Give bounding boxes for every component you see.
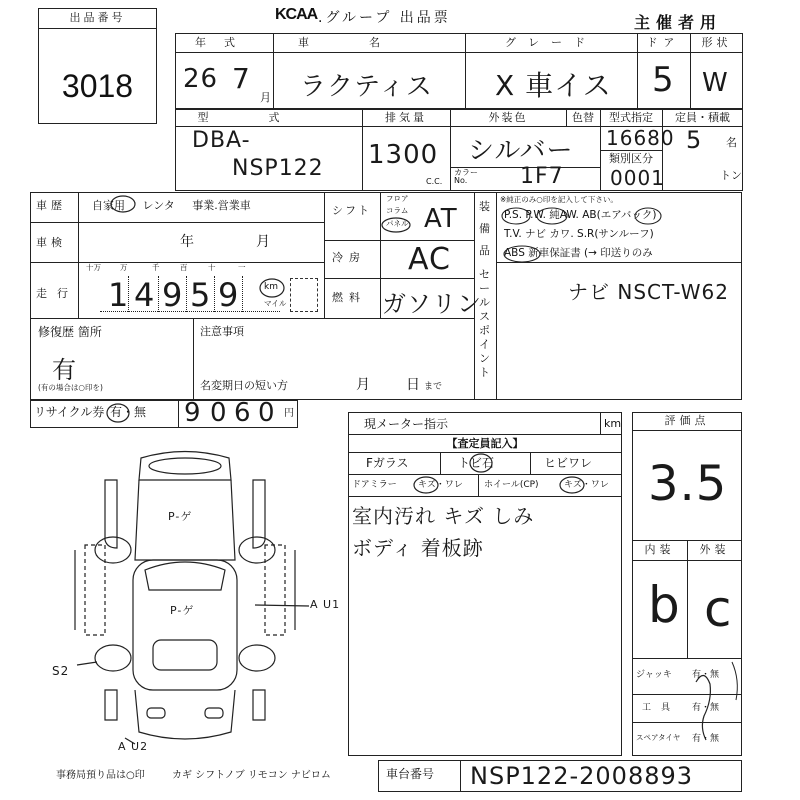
deadline-label: 名変期日の短い方 [200, 379, 288, 392]
inspection-month: 月 [256, 234, 270, 250]
tool-marks [632, 660, 742, 750]
aircon-value: AC [408, 242, 451, 277]
unit-10k: 万 [120, 263, 128, 272]
mileage-digit-4: 5 [190, 276, 212, 314]
fuel-value: ガソリン [382, 290, 482, 318]
history-options: 自家用 レンタ 事業.営業車 [92, 199, 251, 212]
mile-unit: マイル [264, 299, 287, 308]
shift-label: シフト [332, 204, 371, 217]
class-number-label: 類別区分 [609, 152, 653, 165]
unit-100: 百 [180, 263, 188, 272]
tool-jack-label: ジャッキ [636, 670, 672, 680]
history-label: 車歴 [36, 199, 66, 212]
shape-value: W [702, 68, 729, 98]
title-logo: KCAA [275, 6, 318, 23]
model-value-1: DBA- [192, 128, 251, 153]
tobi-label: トビ石 [458, 456, 495, 470]
inspector-comment-2: ボディ 着板跡 [352, 536, 484, 560]
tool-kit-label: 工具 [642, 703, 681, 713]
grade-value: X 車イス [495, 69, 612, 102]
aircon-label: 冷房 [332, 251, 366, 264]
unit-1k: 千 [152, 263, 160, 272]
mileage-digit-2: 4 [134, 276, 156, 314]
type-number-label: 型式指定 [609, 111, 653, 124]
mileage-digit-5: 9 [218, 276, 240, 314]
door-value: 5 [652, 60, 675, 100]
mileage-digit-1: 1 [108, 276, 130, 314]
tool-kit-options: 有・無 [692, 703, 720, 713]
mileage-digit-3: 9 [162, 276, 184, 314]
km-unit: km [264, 282, 278, 292]
recycle-yen: 円 [284, 408, 294, 419]
displacement-label: 排気量 [385, 111, 427, 124]
car-name-value: ラクティス [300, 72, 433, 102]
diagram-mark-1: P-ゲ [168, 510, 193, 523]
color-change-label: 色替 [572, 111, 594, 124]
color-value: シルバー [468, 136, 574, 166]
month-value: 7 [232, 62, 251, 95]
diagram-mark-2: P-ゲ [170, 604, 195, 617]
car-label: 車名 [298, 36, 440, 49]
exterior-value: c [704, 580, 733, 638]
month-suffix: 月 [260, 91, 271, 104]
notes-label: 注意事項 [200, 325, 244, 338]
mirror-options: キズ・ワレ [418, 480, 463, 490]
recycle-digit-4: 0 [258, 398, 276, 428]
score-value: 3.5 [648, 456, 728, 512]
recycle-options: 有・無 [110, 405, 147, 419]
salespoint-label: セールスポイント [479, 268, 490, 379]
inspector-header: 【査定員記入】 [446, 437, 524, 450]
car-diagram [45, 440, 345, 760]
meter-label: 現メーター指示 [364, 417, 449, 431]
grade-label: グレード [505, 36, 597, 49]
shape-label: 形状 [701, 36, 732, 49]
fglass-label: Fガラス [366, 456, 409, 470]
model-label: 型式 [197, 111, 340, 124]
equipment-label: 装備品 [479, 200, 490, 257]
recycle-digit-2: 0 [210, 398, 228, 428]
recycle-circle-icon [106, 402, 132, 424]
recycle-digit-1: 9 [184, 398, 202, 428]
mirror-circle-icon [412, 474, 440, 496]
deadline-made: まで [424, 382, 443, 392]
lot-number: 3018 [61, 68, 134, 104]
hibi-label: ヒビワレ [544, 456, 593, 470]
repair-value: 有 [52, 356, 77, 384]
class-number-value: 0001 [610, 166, 665, 190]
tool-spare-label: スペアタイヤ [636, 733, 681, 742]
score-label: 評価点 [664, 414, 710, 427]
interior-value: b [648, 576, 681, 634]
capacity-unit: 名 [726, 136, 737, 149]
wheel-options: キズ・ワレ [564, 480, 609, 490]
displacement-value: 1300 [368, 140, 439, 170]
fuel-label: 燃料 [332, 291, 366, 304]
keys-items: カギ シフトノブ リモコン ナビロム [172, 770, 331, 781]
displacement-unit: C.C. [426, 177, 443, 186]
equipment-line-3: ABS 新車保証書 (→ 印送りのみ [504, 247, 653, 259]
deadline-month: 月 [356, 377, 370, 393]
shift-column: コラム [386, 206, 409, 215]
wheel-label: ホイール(CP) [484, 480, 539, 490]
diagram-mark-4: S2 [52, 664, 70, 678]
capacity-label: 定員・積載 [675, 111, 730, 124]
circle-mark-icon [108, 193, 138, 215]
type-number-value: 16680 [606, 126, 675, 150]
equipment-line-1: P.S. P.W. 純AW. AB(エアバック) [504, 209, 657, 221]
inspection-year: 年 [180, 234, 194, 250]
lot-box [38, 8, 157, 124]
equipment-circles [498, 204, 678, 264]
ton-unit: トン [720, 169, 742, 182]
mirror-label: ドアミラー [352, 480, 397, 490]
model-value-2: NSP122 [232, 156, 324, 181]
recycle-digit-3: 6 [234, 398, 252, 428]
wheel-circle-icon [558, 474, 586, 496]
color-number-value: 1F7 [520, 164, 564, 189]
tool-spare-options: 有・無 [692, 734, 720, 744]
inspection-label: 車検 [36, 236, 66, 249]
tool-jack-options: 有・無 [692, 670, 720, 680]
meter-unit: km [604, 417, 622, 430]
inspector-comment-1: 室内汚れ キズ しみ [352, 504, 535, 528]
diagram-mark-5: A U2 [118, 740, 149, 753]
diagram-mark-3: A U1 [310, 598, 341, 611]
lot-label: 出品番号 [69, 11, 126, 24]
panel-circle-icon [380, 216, 414, 234]
deadline-day: 日 [406, 377, 420, 393]
repair-note: (有の場合は○印を) [38, 383, 103, 392]
color-number-label: カラーNo. [454, 168, 478, 185]
repair-label: 修復歴 箇所 [38, 325, 102, 339]
form-title: .グループ 出品票 [318, 10, 451, 26]
chassis-value: NSP122-2008893 [470, 762, 694, 790]
keys-label: 事務局預り品は○印 [56, 770, 145, 781]
shift-floor: フロア [386, 194, 409, 203]
unit-100k: 十万 [86, 263, 101, 272]
exterior-label: 外装 [699, 543, 730, 556]
shift-value: AT [424, 204, 458, 234]
organizer-label: 主催者用 [634, 13, 723, 32]
tobi-circle-icon [468, 452, 494, 474]
year-value: 26 [183, 64, 219, 94]
interior-label: 内装 [644, 543, 675, 556]
chassis-label: 車台番号 [386, 767, 435, 781]
navi-handwritten: ナビ NSCT-W62 [568, 280, 729, 304]
year-label: 年式 [195, 36, 253, 49]
door-label: ドア [646, 36, 681, 49]
equipment-note: ※純正のみ○印を記入して下さい。 [500, 195, 618, 204]
unit-10: 十 [208, 263, 216, 272]
capacity-value: 5 [686, 126, 703, 154]
recycle-label: リサイクル券 [34, 405, 105, 419]
shift-panel: パネル [386, 219, 409, 228]
mileage-label: 走行 [36, 287, 78, 300]
color-label: 外装色 [488, 111, 528, 124]
unit-1: 一 [238, 263, 246, 272]
equipment-line-2: T.V. ナビ カワ. S.R(サンルーフ) [504, 228, 654, 240]
